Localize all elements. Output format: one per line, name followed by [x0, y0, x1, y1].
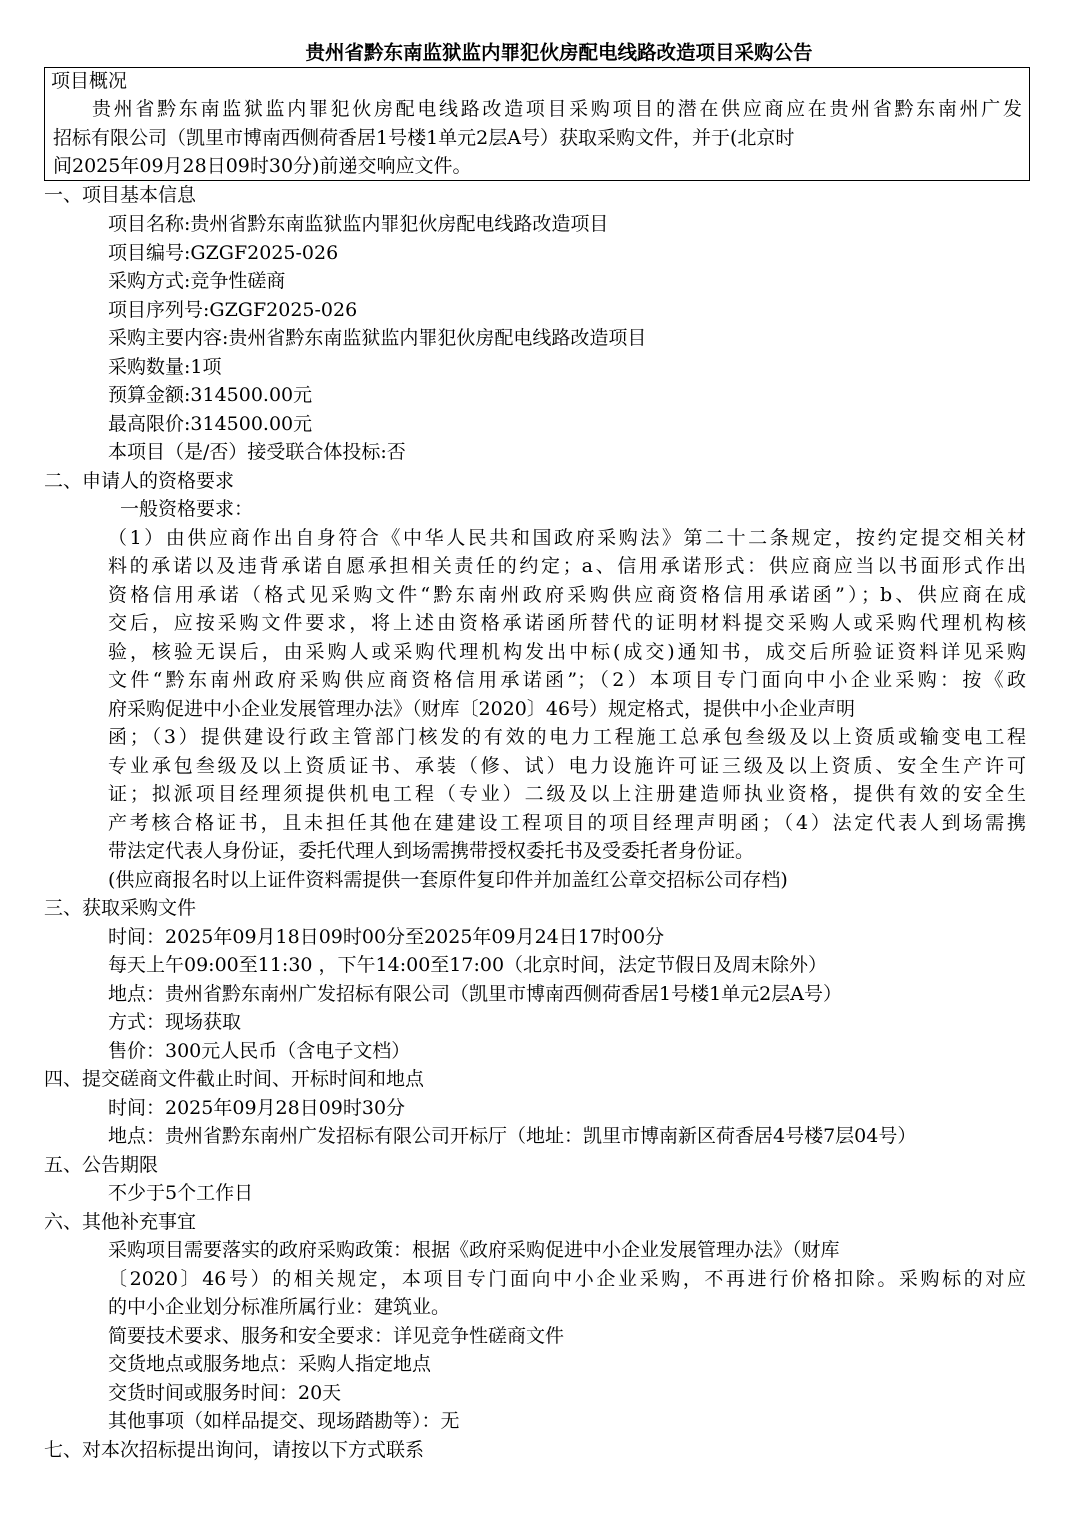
paragraph-line: 料的承诺以及违背承诺自愿承担相关责任的约定；a、信用承诺形式：供应商应当以书面形式作出	[108, 555, 1026, 577]
paragraph-line: 验，核验无误后，由采购人或采购代理机构发出中标(成交)通知书，成交后所验证资料详见采购	[108, 641, 1026, 663]
paragraph-line: 资格信用承诺（格式见采购文件“黔东南州政府采购供应商资格信用承诺函”）；b、供应商在成	[108, 584, 1026, 606]
paragraph-line: 带法定代表人身份证，委托代理人到场需携带授权委托书及受委托者身份证。	[108, 840, 755, 862]
info-item: 采购方式:竞争性磋商	[108, 270, 286, 292]
info-item: 项目序列号:GZGF2025-026	[108, 299, 358, 321]
paragraph-line: 专业承包叁级及以上资质证书、承装（修、试）电力设施许可证三级及以上资质、安全生产许可	[108, 755, 1026, 777]
overview-heading: 项目概况	[51, 70, 128, 92]
info-item: 简要技术要求、服务和安全要求：详见竞争性磋商文件	[108, 1325, 565, 1347]
overview-line: 间2025年09月28日09时30分)前递交响应文件。	[53, 155, 472, 177]
info-item: 每天上午09:00至11:30 ，下午14:00至17:00（北京时间，法定节假日及周末除外）	[108, 954, 828, 976]
page-title: 贵州省黔东南监狱监内罪犯伙房配电线路改造项目采购公告	[305, 41, 813, 64]
paragraph-line: （1）由供应商作出自身符合《中华人民共和国政府采购法》第二十二条规定，按约定提交相关材	[108, 527, 1026, 549]
info-item: 项目名称:贵州省黔东南监狱监内罪犯伙房配电线路改造项目	[108, 213, 609, 235]
section-heading: 五、公告期限	[44, 1154, 159, 1176]
overview-line: 招标有限公司（凯里市博南西侧荷香居1号楼1单元2层A号）获取采购文件，并于(北京时	[53, 127, 795, 149]
info-item: 本项目（是/否）接受联合体投标:否	[108, 441, 406, 463]
paragraph-line: 证；拟派项目经理须提供机电工程（专业）二级及以上注册建造师执业资格，提供有效的安全生	[108, 783, 1026, 805]
paragraph-line: 产考核合格证书，且未担任其他在建建设工程项目的项目经理声明函；（4）法定代表人到场需携	[108, 812, 1026, 834]
info-item: 采购主要内容:贵州省黔东南监狱监内罪犯伙房配电线路改造项目	[108, 327, 647, 349]
info-item: 采购数量:1项	[108, 356, 222, 378]
section-heading: 六、其他补充事宜	[44, 1211, 197, 1233]
info-item: 交货地点或服务地点：采购人指定地点	[108, 1353, 432, 1375]
info-item: 时间：2025年09月18日09时00分至2025年09月24日17时00分	[108, 926, 665, 948]
info-item: 预算金额:314500.00元	[108, 384, 313, 406]
info-item: 方式：现场获取	[108, 1011, 242, 1033]
paragraph-line: 的中小企业划分标准所属行业：建筑业。	[108, 1296, 451, 1318]
info-item: 最高限价:314500.00元	[108, 413, 313, 435]
section-heading: 二、申请人的资格要求	[44, 470, 235, 492]
paragraph-line: 采购项目需要落实的政府采购政策：根据《政府采购促进中小企业发展管理办法》（财库	[108, 1239, 840, 1261]
info-item: 项目编号:GZGF2025-026	[108, 242, 339, 264]
info-item: 售价：300元人民币（含电子文档）	[108, 1040, 411, 1062]
section-heading: 四、提交磋商文件截止时间、开标时间和地点	[44, 1068, 425, 1090]
paragraph-line: 文件“黔东南州政府采购供应商资格信用承诺函”；（2）本项目专门面向中小企业采购：按《政	[108, 669, 1026, 691]
paragraph-line: 府采购促进中小企业发展管理办法》（财库〔2020〕46号）规定格式，提供中小企业声明	[108, 698, 856, 720]
section-heading: 一、项目基本信息	[44, 184, 197, 206]
overview-line: 贵州省黔东南监狱监内罪犯伙房配电线路改造项目采购项目的潜在供应商应在贵州省黔东南州广发	[92, 98, 1022, 120]
section-heading: 三、获取采购文件	[44, 897, 197, 919]
info-item: 时间：2025年09月28日09时30分	[108, 1097, 406, 1119]
section-heading: 七、对本次招标提出询问，请按以下方式联系	[44, 1439, 425, 1461]
paragraph-line: 函；（3）提供建设行政主管部门核发的有效的电力工程施工总承包叁级及以上资质或输变电工程	[108, 726, 1026, 748]
info-item: 地点：贵州省黔东南州广发招标有限公司开标厅（地址：凯里市博南新区荷香居4号楼7层04号）	[108, 1125, 917, 1147]
sub-heading: 一般资格要求：	[120, 498, 254, 520]
note-line: (供应商报名时以上证件资料需提供一套原件复印件并加盖红公章交招标公司存档)	[108, 869, 788, 891]
info-item: 不少于5个工作日	[108, 1182, 254, 1204]
info-item: 其他事项（如样品提交、现场踏勘等）：无	[108, 1410, 460, 1432]
paragraph-line: 〔2020〕46号）的相关规定，本项目专门面向中小企业采购，不再进行价格扣除。采购标的对应	[108, 1268, 1026, 1290]
info-item: 地点：贵州省黔东南州广发招标有限公司（凯里市博南西侧荷香居1号楼1单元2层A号）	[108, 983, 842, 1005]
info-item: 交货时间或服务时间：20天	[108, 1382, 342, 1404]
paragraph-line: 交后，应按采购文件要求，将上述由资格承诺函所替代的证明材料提交采购人或采购代理机构核	[108, 612, 1026, 634]
